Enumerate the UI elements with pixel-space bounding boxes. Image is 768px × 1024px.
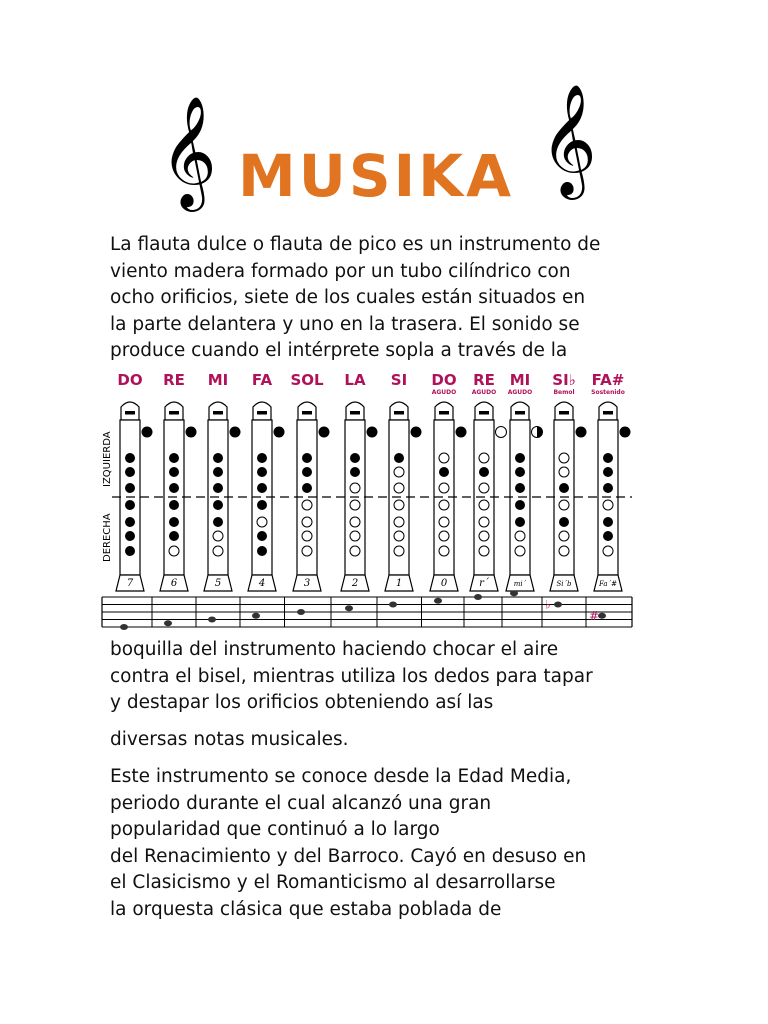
recorder-fingering [341, 371, 378, 591]
text-line: periodo durante el cual alcanzó una gran [110, 792, 492, 814]
finger-hole-open [515, 531, 525, 541]
window-slot [515, 411, 525, 415]
bell-label: 0 [440, 578, 448, 589]
bell-label: mi´ [513, 580, 527, 588]
finger-hole-closed [603, 531, 613, 541]
thumb-hole-closed [230, 427, 241, 438]
finger-hole-closed [603, 467, 613, 477]
thumb-hole-closed [411, 427, 422, 438]
finger-hole-open [213, 546, 223, 556]
paragraph-notes [110, 727, 670, 754]
title-row [0, 83, 768, 225]
finger-hole-open [439, 453, 449, 463]
staff-note [389, 602, 397, 608]
finger-hole-closed [257, 467, 267, 477]
finger-hole-closed [302, 467, 312, 477]
paragraph-continued [110, 637, 670, 717]
thumb-hole-closed [367, 427, 378, 438]
finger-hole-closed [515, 500, 525, 510]
finger-hole-closed [125, 517, 135, 527]
finger-hole-open [439, 517, 449, 527]
bell-label: 1 [395, 578, 403, 589]
finger-hole-open [394, 546, 404, 556]
window-slot [394, 411, 404, 415]
finger-hole-open [350, 531, 360, 541]
staff-note [474, 594, 482, 600]
recorder-fingering [430, 371, 467, 591]
finger-hole-closed [213, 483, 223, 493]
paragraph-history [110, 764, 670, 923]
text-line: boquilla del instrumento haciendo chocar el aire [110, 639, 559, 660]
finger-hole-closed [169, 453, 179, 463]
finger-hole-open [603, 546, 613, 556]
note-sub-label: Sostenido [591, 389, 625, 396]
finger-hole-open [479, 500, 489, 510]
staff-note [120, 624, 128, 630]
window-slot [213, 411, 223, 415]
staff-note [297, 609, 305, 615]
finger-hole-closed [213, 467, 223, 477]
thumb-hole-half-fill [537, 427, 543, 438]
window-slot [350, 411, 360, 415]
finger-hole-open [394, 483, 404, 493]
note-name-label: FA [251, 371, 273, 389]
finger-hole-closed [213, 517, 223, 527]
recorder-fingering [591, 371, 630, 591]
finger-hole-closed [169, 531, 179, 541]
recorder-fingering [550, 371, 587, 591]
finger-hole-closed [169, 517, 179, 527]
finger-hole-closed [515, 517, 525, 527]
finger-hole-closed [257, 500, 267, 510]
finger-hole-closed [257, 483, 267, 493]
window-slot [125, 411, 135, 415]
right-hand-label: DERECHA [102, 513, 113, 562]
finger-hole-open [479, 453, 489, 463]
bell-label: 2 [351, 578, 359, 589]
bell-label: Si´b [556, 580, 572, 588]
note-name-label: RE [163, 371, 185, 389]
paragraph-intro [110, 232, 670, 365]
finger-hole-open [559, 467, 569, 477]
thumb-hole-closed [274, 427, 285, 438]
text-line: diversas notas musicales. [110, 729, 349, 750]
text-line: ocho orificios, siete de los cuales están situados en [110, 287, 586, 308]
finger-hole-closed [169, 500, 179, 510]
note-name-label: FA# [591, 371, 625, 389]
thumb-hole-open [496, 427, 507, 438]
finger-hole-open [603, 500, 613, 510]
note-name-label: SI [390, 371, 408, 389]
staff-note [554, 602, 562, 608]
finger-hole-open [350, 483, 360, 493]
staff-note [434, 598, 442, 604]
text-line: del Renacimiento y del Barroco. Cayó en desuso en [110, 845, 587, 867]
staff-note [598, 613, 606, 619]
finger-hole-closed [257, 453, 267, 463]
bell-label: 4 [258, 578, 266, 589]
finger-hole-closed [350, 467, 360, 477]
finger-hole-closed [479, 467, 489, 477]
thumb-hole-closed [319, 427, 330, 438]
finger-hole-open [559, 453, 569, 463]
finger-hole-closed [125, 531, 135, 541]
text-line: viento madera formado por un tubo cilíndrico con [110, 260, 571, 282]
finger-hole-open [394, 517, 404, 527]
thumb-hole-closed [186, 427, 197, 438]
staff-note [510, 590, 518, 596]
finger-hole-open [559, 546, 569, 556]
bell-label: Fa´# [599, 580, 617, 588]
recorder-fingering [248, 371, 285, 591]
bell-label: 6 [170, 578, 178, 589]
left-hand-label: IZQUIERDA [102, 431, 113, 487]
window-slot [479, 411, 489, 415]
finger-hole-open [350, 546, 360, 556]
recorder-fingering-chart [98, 365, 644, 640]
finger-hole-closed [439, 467, 449, 477]
note-name-label: SI♭ [552, 371, 576, 389]
page-title: MUSIKA [238, 142, 514, 210]
finger-hole-closed [213, 500, 223, 510]
bell-label: 7 [126, 578, 134, 589]
note-sub-label: AGUDO [471, 389, 497, 396]
finger-hole-open [302, 500, 312, 510]
finger-hole-open [394, 531, 404, 541]
finger-hole-open [515, 546, 525, 556]
finger-hole-closed [213, 453, 223, 463]
bell-label: 5 [214, 578, 222, 589]
treble-clef-icon: 𝄞 [160, 95, 217, 207]
staff-note [208, 617, 216, 623]
finger-hole-closed [125, 453, 135, 463]
finger-hole-open [350, 500, 360, 510]
staff-note [164, 620, 172, 626]
finger-hole-open [439, 531, 449, 541]
finger-hole-open [169, 546, 179, 556]
finger-hole-open [439, 500, 449, 510]
finger-hole-closed [169, 467, 179, 477]
finger-hole-open [479, 483, 489, 493]
finger-hole-open [559, 531, 569, 541]
treble-clef-icon: 𝄞 [540, 83, 597, 195]
finger-hole-closed [394, 453, 404, 463]
note-sub-label: AGUDO [507, 389, 533, 396]
finger-hole-open [559, 500, 569, 510]
text-line: la parte delantera y uno en la trasera. El sonido se [110, 313, 580, 335]
finger-hole-closed [302, 483, 312, 493]
finger-hole-closed [125, 467, 135, 477]
finger-hole-open [257, 517, 267, 527]
finger-hole-closed [350, 453, 360, 463]
window-slot [302, 411, 312, 415]
window-slot [169, 411, 179, 415]
text-line: el Clasicismo y el Romanticismo al desarrollarse [110, 872, 556, 893]
staff-note [345, 605, 353, 611]
finger-hole-closed [559, 517, 569, 527]
recorder-fingering [385, 371, 422, 591]
bell-label: 3 [303, 578, 311, 589]
finger-hole-closed [603, 453, 613, 463]
finger-hole-closed [125, 483, 135, 493]
text-line: popularidad que continuó a lo largo [110, 819, 440, 840]
finger-hole-closed [515, 453, 525, 463]
recorder-fingering [116, 371, 153, 591]
finger-hole-open [394, 467, 404, 477]
note-name-label: RE [473, 371, 495, 389]
window-slot [603, 411, 613, 415]
finger-hole-closed [125, 500, 135, 510]
thumb-hole-closed [456, 427, 467, 438]
recorder-fingering [160, 371, 197, 591]
finger-hole-open [302, 517, 312, 527]
text-line: produce cuando el intérprete sopla a través de la [110, 340, 568, 361]
note-name-label: DO [117, 371, 143, 389]
text-line: contra el bisel, mientras utiliza los dedos para tapar [110, 665, 593, 687]
finger-hole-open [302, 546, 312, 556]
finger-hole-closed [559, 483, 569, 493]
finger-hole-closed [603, 517, 613, 527]
finger-hole-open [394, 500, 404, 510]
text-line: la orquesta clásica que estaba poblada de [110, 898, 502, 920]
finger-hole-closed [515, 467, 525, 477]
finger-hole-open [479, 531, 489, 541]
finger-hole-closed [125, 546, 135, 556]
note-name-label: MI [509, 371, 531, 389]
thumb-hole-closed [620, 427, 631, 438]
finger-hole-open [479, 517, 489, 527]
note-name-label: MI [207, 371, 229, 389]
recorder-fingering [506, 371, 543, 591]
finger-hole-closed [257, 531, 267, 541]
window-slot [257, 411, 267, 415]
recorder-fingering [204, 371, 241, 591]
accidental-sign: ♭ [545, 597, 551, 612]
finger-hole-open [439, 483, 449, 493]
note-sub-label: AGUDO [431, 389, 457, 396]
finger-hole-closed [302, 453, 312, 463]
text-line: La flauta dulce o flauta de pico es un instrumento de [110, 234, 601, 255]
finger-hole-open [213, 531, 223, 541]
finger-hole-open [479, 546, 489, 556]
finger-hole-open [439, 546, 449, 556]
recorder-fingering [290, 371, 329, 591]
thumb-hole-closed [142, 427, 153, 438]
bell-label: r´ [479, 578, 489, 589]
finger-hole-closed [515, 483, 525, 493]
staff-note [252, 613, 260, 619]
window-slot [439, 411, 449, 415]
finger-hole-closed [257, 546, 267, 556]
note-name-label: LA [344, 371, 366, 389]
finger-hole-closed [603, 483, 613, 493]
thumb-hole-closed [576, 427, 587, 438]
finger-hole-closed [169, 483, 179, 493]
note-name-label: DO [431, 371, 457, 389]
window-slot [559, 411, 569, 415]
note-name-label: SOL [290, 371, 324, 389]
recorder-fingering [470, 371, 507, 591]
finger-hole-open [302, 531, 312, 541]
accidental-sign: # [589, 608, 600, 623]
finger-hole-open [350, 517, 360, 527]
text-line: Este instrumento se conoce desde la Edad Media, [110, 766, 572, 787]
note-sub-label: Bemol [553, 389, 575, 396]
text-line: y destapar los orificios obteniendo así las [110, 692, 494, 713]
